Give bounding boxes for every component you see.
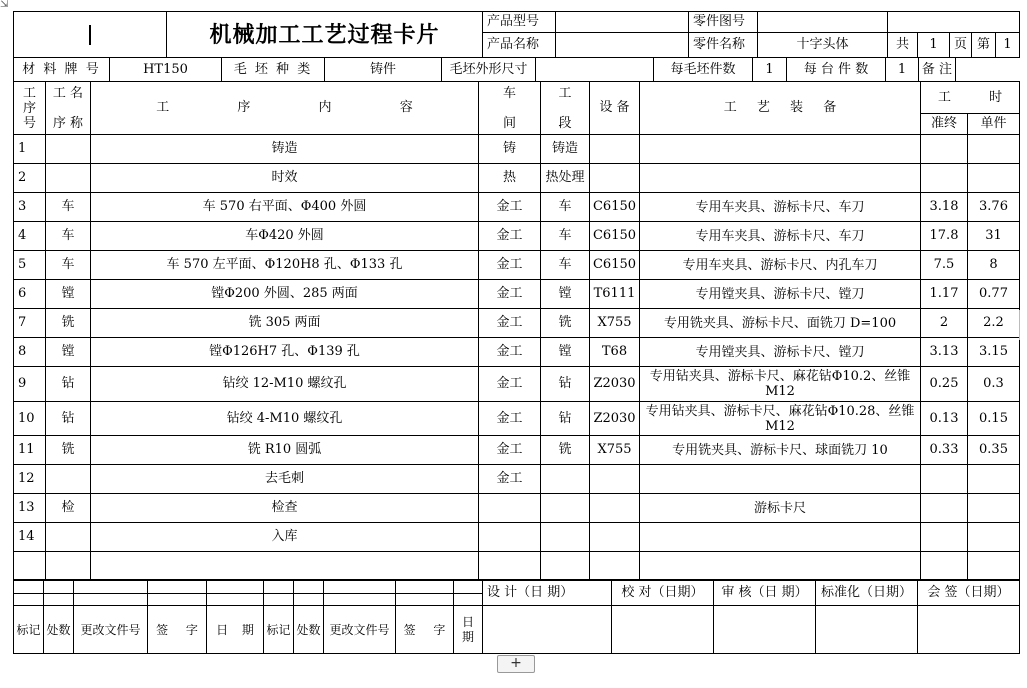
prep-time-cell[interactable]: 1.17 xyxy=(921,280,968,309)
current-page-cell[interactable]: 1 xyxy=(996,33,1020,58)
name-cell[interactable] xyxy=(46,523,91,552)
unit-time-cell[interactable]: 0.15 xyxy=(968,402,1020,436)
footer-cell[interactable] xyxy=(264,594,294,606)
col-time-prep-header: 准终 xyxy=(921,114,968,135)
workshop-cell[interactable]: 金工 xyxy=(479,338,541,367)
countersign-cell[interactable] xyxy=(918,606,1020,654)
tooling-cell[interactable]: 游标卡尺 xyxy=(640,494,921,523)
top-strip xyxy=(0,0,1027,11)
footer-cell[interactable] xyxy=(14,581,44,594)
date-label-2-top: 日 xyxy=(461,614,474,629)
table-row xyxy=(14,338,1020,367)
unit-time-cell[interactable] xyxy=(968,164,1020,193)
equipment-cell[interactable] xyxy=(590,494,640,523)
tooling-cell[interactable]: 专用镗夹具、游标卡尺、镗刀 xyxy=(640,280,921,309)
col-workshop-bot: 间 xyxy=(502,115,516,131)
unit-time-cell[interactable]: 3.76 xyxy=(968,193,1020,222)
equipment-cell[interactable]: Z2030 xyxy=(590,402,640,436)
mark-label-1: 标记 xyxy=(14,606,44,654)
content-cell[interactable]: 铣 305 两面 xyxy=(91,309,479,338)
content-cell[interactable]: 入库 xyxy=(91,523,479,552)
design-label: 设 计（日 期） xyxy=(483,581,612,606)
blank-size-cell[interactable] xyxy=(536,58,654,83)
name-cell[interactable]: 铣 xyxy=(46,436,91,465)
workshop-cell[interactable] xyxy=(479,523,541,552)
footer-cell[interactable] xyxy=(324,581,396,594)
unit-time-cell[interactable]: 8 xyxy=(968,251,1020,280)
section-cell[interactable]: 车 xyxy=(541,193,590,222)
prep-time-cell[interactable]: 3.18 xyxy=(921,193,968,222)
equipment-cell[interactable] xyxy=(590,523,640,552)
name-cell[interactable] xyxy=(46,465,91,494)
unit-time-cell[interactable] xyxy=(968,523,1020,552)
process-table xyxy=(13,81,1020,580)
col-section-top: 工 xyxy=(558,85,572,101)
product-name-cell[interactable] xyxy=(556,33,689,58)
footer-cell[interactable] xyxy=(148,581,207,594)
equipment-cell[interactable]: Z2030 xyxy=(590,367,640,402)
workshop-cell[interactable] xyxy=(479,552,541,580)
col-seq-mid: 序 xyxy=(22,100,36,116)
workshop-cell[interactable]: 金工 xyxy=(479,367,541,402)
seq-cell[interactable]: 1 xyxy=(14,135,46,164)
content-cell[interactable]: 铣 R10 圆弧 xyxy=(91,436,479,465)
workshop-cell[interactable]: 金工 xyxy=(479,402,541,436)
footer-cell[interactable] xyxy=(264,581,294,594)
part-name-label: 零件名称 xyxy=(689,33,758,58)
part-drawing-no-label: 零件图号 xyxy=(689,12,758,33)
seq-cell[interactable]: 9 xyxy=(14,367,46,402)
name-cell[interactable]: 检 xyxy=(46,494,91,523)
review-label: 审 核（日 期） xyxy=(714,581,816,606)
equipment-cell[interactable] xyxy=(590,135,640,164)
workshop-cell[interactable]: 铸 xyxy=(479,135,541,164)
unit-time-cell[interactable] xyxy=(968,552,1020,580)
date-label-2-bot: 期 xyxy=(461,629,474,644)
footer-cell[interactable] xyxy=(74,581,148,594)
content-cell[interactable]: 镗Φ126H7 孔、Φ139 孔 xyxy=(91,338,479,367)
content-cell[interactable]: 检查 xyxy=(91,494,479,523)
blank-size-label: 毛坯外形尺寸 xyxy=(442,58,536,83)
tooling-cell[interactable] xyxy=(640,164,921,193)
footer-cell[interactable] xyxy=(14,594,44,606)
date-label-1: 日 期 xyxy=(207,606,264,654)
prep-time-cell[interactable] xyxy=(921,523,968,552)
name-cell[interactable] xyxy=(46,164,91,193)
current-label: 第 xyxy=(972,33,996,58)
tooling-cell[interactable] xyxy=(640,552,921,580)
prep-time-cell[interactable]: 0.25 xyxy=(921,367,968,402)
date-label-2 xyxy=(454,606,483,654)
check-label: 校 对（日期） xyxy=(612,581,714,606)
name-cell[interactable]: 车 xyxy=(46,222,91,251)
section-cell[interactable]: 车 xyxy=(541,251,590,280)
unit-time-cell[interactable]: 2.2 xyxy=(968,309,1020,338)
mark-label-2: 标记 xyxy=(264,606,294,654)
seq-cell[interactable]: 3 xyxy=(14,193,46,222)
tooling-cell[interactable]: 专用车夹具、游标卡尺、车刀 xyxy=(640,222,921,251)
seq-cell[interactable]: 5 xyxy=(14,251,46,280)
unit-time-cell[interactable]: 0.77 xyxy=(968,280,1020,309)
remark-label: 备 注 xyxy=(919,58,956,83)
name-cell[interactable]: 钻 xyxy=(46,402,91,436)
footer-cell[interactable] xyxy=(74,594,148,606)
seq-cell[interactable] xyxy=(14,552,46,580)
per-blank-label: 每毛坯件数 xyxy=(654,58,753,83)
product-model-cell[interactable] xyxy=(556,12,689,33)
tooling-cell[interactable] xyxy=(640,135,921,164)
header-table xyxy=(13,11,1020,58)
table-row xyxy=(14,436,1020,465)
workshop-cell[interactable]: 金工 xyxy=(479,309,541,338)
table-row xyxy=(14,523,1020,552)
section-cell[interactable] xyxy=(541,523,590,552)
name-cell[interactable] xyxy=(46,552,91,580)
equipment-cell[interactable]: X755 xyxy=(590,309,640,338)
prep-time-cell[interactable]: 0.33 xyxy=(921,436,968,465)
seq-cell[interactable]: 14 xyxy=(14,523,46,552)
prep-time-cell[interactable] xyxy=(921,494,968,523)
prep-time-cell[interactable] xyxy=(921,164,968,193)
name-cell[interactable]: 钻 xyxy=(46,367,91,402)
seq-cell[interactable]: 10 xyxy=(14,402,46,436)
col-section-bot: 段 xyxy=(558,115,572,131)
footer-cell[interactable] xyxy=(207,581,264,594)
unit-time-cell[interactable] xyxy=(968,465,1020,494)
col-seq-top: 工 xyxy=(22,85,36,101)
text-cursor-icon xyxy=(89,25,91,45)
blank-type-cell[interactable]: 铸件 xyxy=(325,58,442,83)
workshop-cell[interactable]: 金工 xyxy=(479,436,541,465)
content-cell[interactable]: 钻绞 12-M10 螺纹孔 xyxy=(91,367,479,402)
check-cell[interactable] xyxy=(612,606,714,654)
content-cell[interactable]: 铸造 xyxy=(91,135,479,164)
place-label-2: 处数 xyxy=(294,606,324,654)
seq-cell[interactable]: 6 xyxy=(14,280,46,309)
per-unit-cell[interactable]: 1 xyxy=(886,58,919,83)
table-row xyxy=(14,251,1020,280)
workshop-cell[interactable] xyxy=(479,494,541,523)
col-seq-bot: 号 xyxy=(22,115,36,131)
table-row xyxy=(14,309,1020,338)
footer-cell[interactable] xyxy=(207,594,264,606)
cursor-cell[interactable] xyxy=(14,12,167,58)
table-row xyxy=(14,494,1020,523)
workshop-cell[interactable]: 金工 xyxy=(479,222,541,251)
total-pages-cell[interactable]: 1 xyxy=(918,33,950,58)
footer-cell[interactable] xyxy=(148,594,207,606)
content-cell[interactable]: 车 570 左平面、Φ120H8 孔、Φ133 孔 xyxy=(91,251,479,280)
table-row xyxy=(14,135,1020,164)
tooling-cell[interactable]: 专用铣夹具、游标卡尺、球面铣刀 10 xyxy=(640,436,921,465)
tooling-cell[interactable]: 专用钻夹具、游标卡尺、麻花钻Φ10.2、丝锥 M12 xyxy=(640,367,921,402)
content-cell[interactable]: 时效 xyxy=(91,164,479,193)
content-cell[interactable]: 钻绞 4-M10 螺纹孔 xyxy=(91,402,479,436)
prep-time-cell[interactable] xyxy=(921,135,968,164)
sign-label-1: 签 字 xyxy=(148,606,207,654)
material-label: 材 料 牌 号 xyxy=(14,58,110,83)
content-cell[interactable]: 镗Φ200 外圆、285 两面 xyxy=(91,280,479,309)
equipment-cell[interactable]: T68 xyxy=(590,338,640,367)
equipment-cell[interactable]: T6111 xyxy=(590,280,640,309)
col-equipment-header: 设 备 xyxy=(590,82,640,135)
blank-type-label: 毛 坯 种 类 xyxy=(222,58,325,83)
part-drawing-no-cell[interactable] xyxy=(758,12,888,33)
standard-cell[interactable] xyxy=(816,606,918,654)
section-cell[interactable]: 镗 xyxy=(541,338,590,367)
sign-label-2: 签 字 xyxy=(396,606,454,654)
section-cell[interactable]: 钻 xyxy=(541,367,590,402)
seq-cell[interactable]: 8 xyxy=(14,338,46,367)
footer-cell[interactable] xyxy=(396,581,454,594)
name-cell[interactable]: 铣 xyxy=(46,309,91,338)
table-row xyxy=(14,280,1020,309)
col-time-unit-header: 单件 xyxy=(968,114,1020,135)
design-cell[interactable] xyxy=(483,606,612,654)
info-table xyxy=(13,57,956,83)
part-name-cell[interactable]: 十字头体 xyxy=(758,33,888,58)
prep-time-cell[interactable]: 0.13 xyxy=(921,402,968,436)
vertical-scroll-marker[interactable] xyxy=(1019,310,1027,340)
docno-label-1: 更改文件号 xyxy=(74,606,148,654)
section-cell[interactable] xyxy=(541,552,590,580)
tooling-cell[interactable]: 专用车夹具、游标卡尺、内孔车刀 xyxy=(640,251,921,280)
page-title: 机械加工工艺过程卡片 xyxy=(167,12,483,58)
prep-time-cell[interactable]: 7.5 xyxy=(921,251,968,280)
unit-time-cell[interactable]: 3.15 xyxy=(968,338,1020,367)
prep-time-cell[interactable] xyxy=(921,552,968,580)
footer-cell[interactable] xyxy=(44,581,74,594)
resize-corner-icon[interactable]: ⇲ xyxy=(0,0,9,10)
content-cell[interactable] xyxy=(91,552,479,580)
docno-label-2: 更改文件号 xyxy=(324,606,396,654)
unit-time-cell[interactable]: 31 xyxy=(968,222,1020,251)
seq-cell[interactable]: 7 xyxy=(14,309,46,338)
tooling-cell[interactable] xyxy=(640,465,921,494)
section-cell[interactable] xyxy=(541,494,590,523)
footer-cell[interactable] xyxy=(294,594,324,606)
col-name-header xyxy=(46,82,91,135)
table-row xyxy=(14,193,1020,222)
equipment-cell[interactable]: C6150 xyxy=(590,222,640,251)
unit-time-cell[interactable]: 0.3 xyxy=(968,367,1020,402)
equipment-cell[interactable]: C6150 xyxy=(590,193,640,222)
equipment-cell[interactable] xyxy=(590,552,640,580)
col-name-bot: 序 称 xyxy=(52,115,84,131)
tooling-cell[interactable]: 专用钻夹具、游标卡尺、麻花钻Φ10.28、丝锥 M12 xyxy=(640,402,921,436)
place-label-1: 处数 xyxy=(44,606,74,654)
equipment-cell[interactable] xyxy=(590,164,640,193)
seq-cell[interactable]: 13 xyxy=(14,494,46,523)
content-cell[interactable]: 车Φ420 外圆 xyxy=(91,222,479,251)
section-cell[interactable]: 铸造 xyxy=(541,135,590,164)
seq-cell[interactable]: 4 xyxy=(14,222,46,251)
tooling-cell[interactable]: 专用车夹具、游标卡尺、车刀 xyxy=(640,193,921,222)
col-seq-header xyxy=(14,82,46,135)
unit-time-cell[interactable] xyxy=(968,135,1020,164)
table-row xyxy=(14,465,1020,494)
countersign-label: 会 签（日期） xyxy=(918,581,1020,606)
product-name-label: 产品名称 xyxy=(483,33,556,58)
per-unit-label: 每 台 件 数 xyxy=(787,58,886,83)
section-cell[interactable]: 钻 xyxy=(541,402,590,436)
section-cell[interactable]: 热处理 xyxy=(541,164,590,193)
name-cell[interactable]: 车 xyxy=(46,251,91,280)
col-name-top: 工 名 xyxy=(52,85,84,101)
equipment-cell[interactable]: C6150 xyxy=(590,251,640,280)
page-unit-label: 页 xyxy=(950,33,972,58)
prep-time-cell[interactable]: 2 xyxy=(921,309,968,338)
section-cell[interactable]: 车 xyxy=(541,222,590,251)
tooling-cell[interactable] xyxy=(640,523,921,552)
prep-time-cell[interactable]: 3.13 xyxy=(921,338,968,367)
col-content-header: 工 序 内 容 xyxy=(91,82,479,135)
tooling-cell[interactable]: 专用镗夹具、游标卡尺、镗刀 xyxy=(640,338,921,367)
equipment-cell[interactable]: X755 xyxy=(590,436,640,465)
section-cell[interactable]: 铣 xyxy=(541,309,590,338)
footer-cell[interactable] xyxy=(324,594,396,606)
col-tooling-header: 工 艺 装 备 xyxy=(640,82,921,135)
footer-cell[interactable] xyxy=(454,581,483,594)
table-row xyxy=(14,222,1020,251)
add-sheet-button[interactable]: + xyxy=(497,655,535,673)
footer-table xyxy=(13,580,1020,654)
table-row xyxy=(14,164,1020,193)
name-cell[interactable] xyxy=(46,135,91,164)
name-cell[interactable]: 车 xyxy=(46,193,91,222)
total-label: 共 xyxy=(888,33,918,58)
prep-time-cell[interactable]: 17.8 xyxy=(921,222,968,251)
footer-cell[interactable] xyxy=(396,594,454,606)
workshop-cell[interactable]: 金工 xyxy=(479,193,541,222)
prep-time-cell[interactable] xyxy=(921,465,968,494)
seq-cell[interactable]: 12 xyxy=(14,465,46,494)
name-cell[interactable]: 镗 xyxy=(46,338,91,367)
workshop-cell[interactable]: 金工 xyxy=(479,280,541,309)
workshop-cell[interactable]: 金工 xyxy=(479,465,541,494)
table-row xyxy=(14,552,1020,580)
unit-time-cell[interactable]: 0.35 xyxy=(968,436,1020,465)
section-cell[interactable]: 铣 xyxy=(541,436,590,465)
name-cell[interactable]: 镗 xyxy=(46,280,91,309)
workshop-cell[interactable]: 金工 xyxy=(479,251,541,280)
col-time-header: 工 时 xyxy=(921,82,1020,114)
product-model-label: 产品型号 xyxy=(483,12,556,33)
material-cell[interactable]: HT150 xyxy=(110,58,222,83)
content-cell[interactable]: 去毛刺 xyxy=(91,465,479,494)
seq-cell[interactable]: 2 xyxy=(14,164,46,193)
equipment-cell[interactable] xyxy=(590,465,640,494)
footer-cell[interactable] xyxy=(294,581,324,594)
table-row xyxy=(14,367,1020,402)
section-cell[interactable]: 镗 xyxy=(541,280,590,309)
col-workshop-header xyxy=(479,82,541,135)
col-workshop-top: 车 xyxy=(502,85,516,101)
footer-cell[interactable] xyxy=(44,594,74,606)
header-blank-cell[interactable] xyxy=(888,12,1020,33)
seq-cell[interactable]: 11 xyxy=(14,436,46,465)
content-cell[interactable]: 车 570 右平面、Φ400 外圆 xyxy=(91,193,479,222)
process-rows xyxy=(14,135,1020,580)
per-blank-cell[interactable]: 1 xyxy=(753,58,787,83)
standard-label: 标准化（日期） xyxy=(816,581,918,606)
table-row xyxy=(14,402,1020,436)
footer-cell[interactable] xyxy=(454,594,483,606)
section-cell[interactable] xyxy=(541,465,590,494)
unit-time-cell[interactable] xyxy=(968,494,1020,523)
workshop-cell[interactable]: 热 xyxy=(479,164,541,193)
tooling-cell[interactable]: 专用铣夹具、游标卡尺、面铣刀 D=100 xyxy=(640,309,921,338)
review-cell[interactable] xyxy=(714,606,816,654)
col-section-header xyxy=(541,82,590,135)
